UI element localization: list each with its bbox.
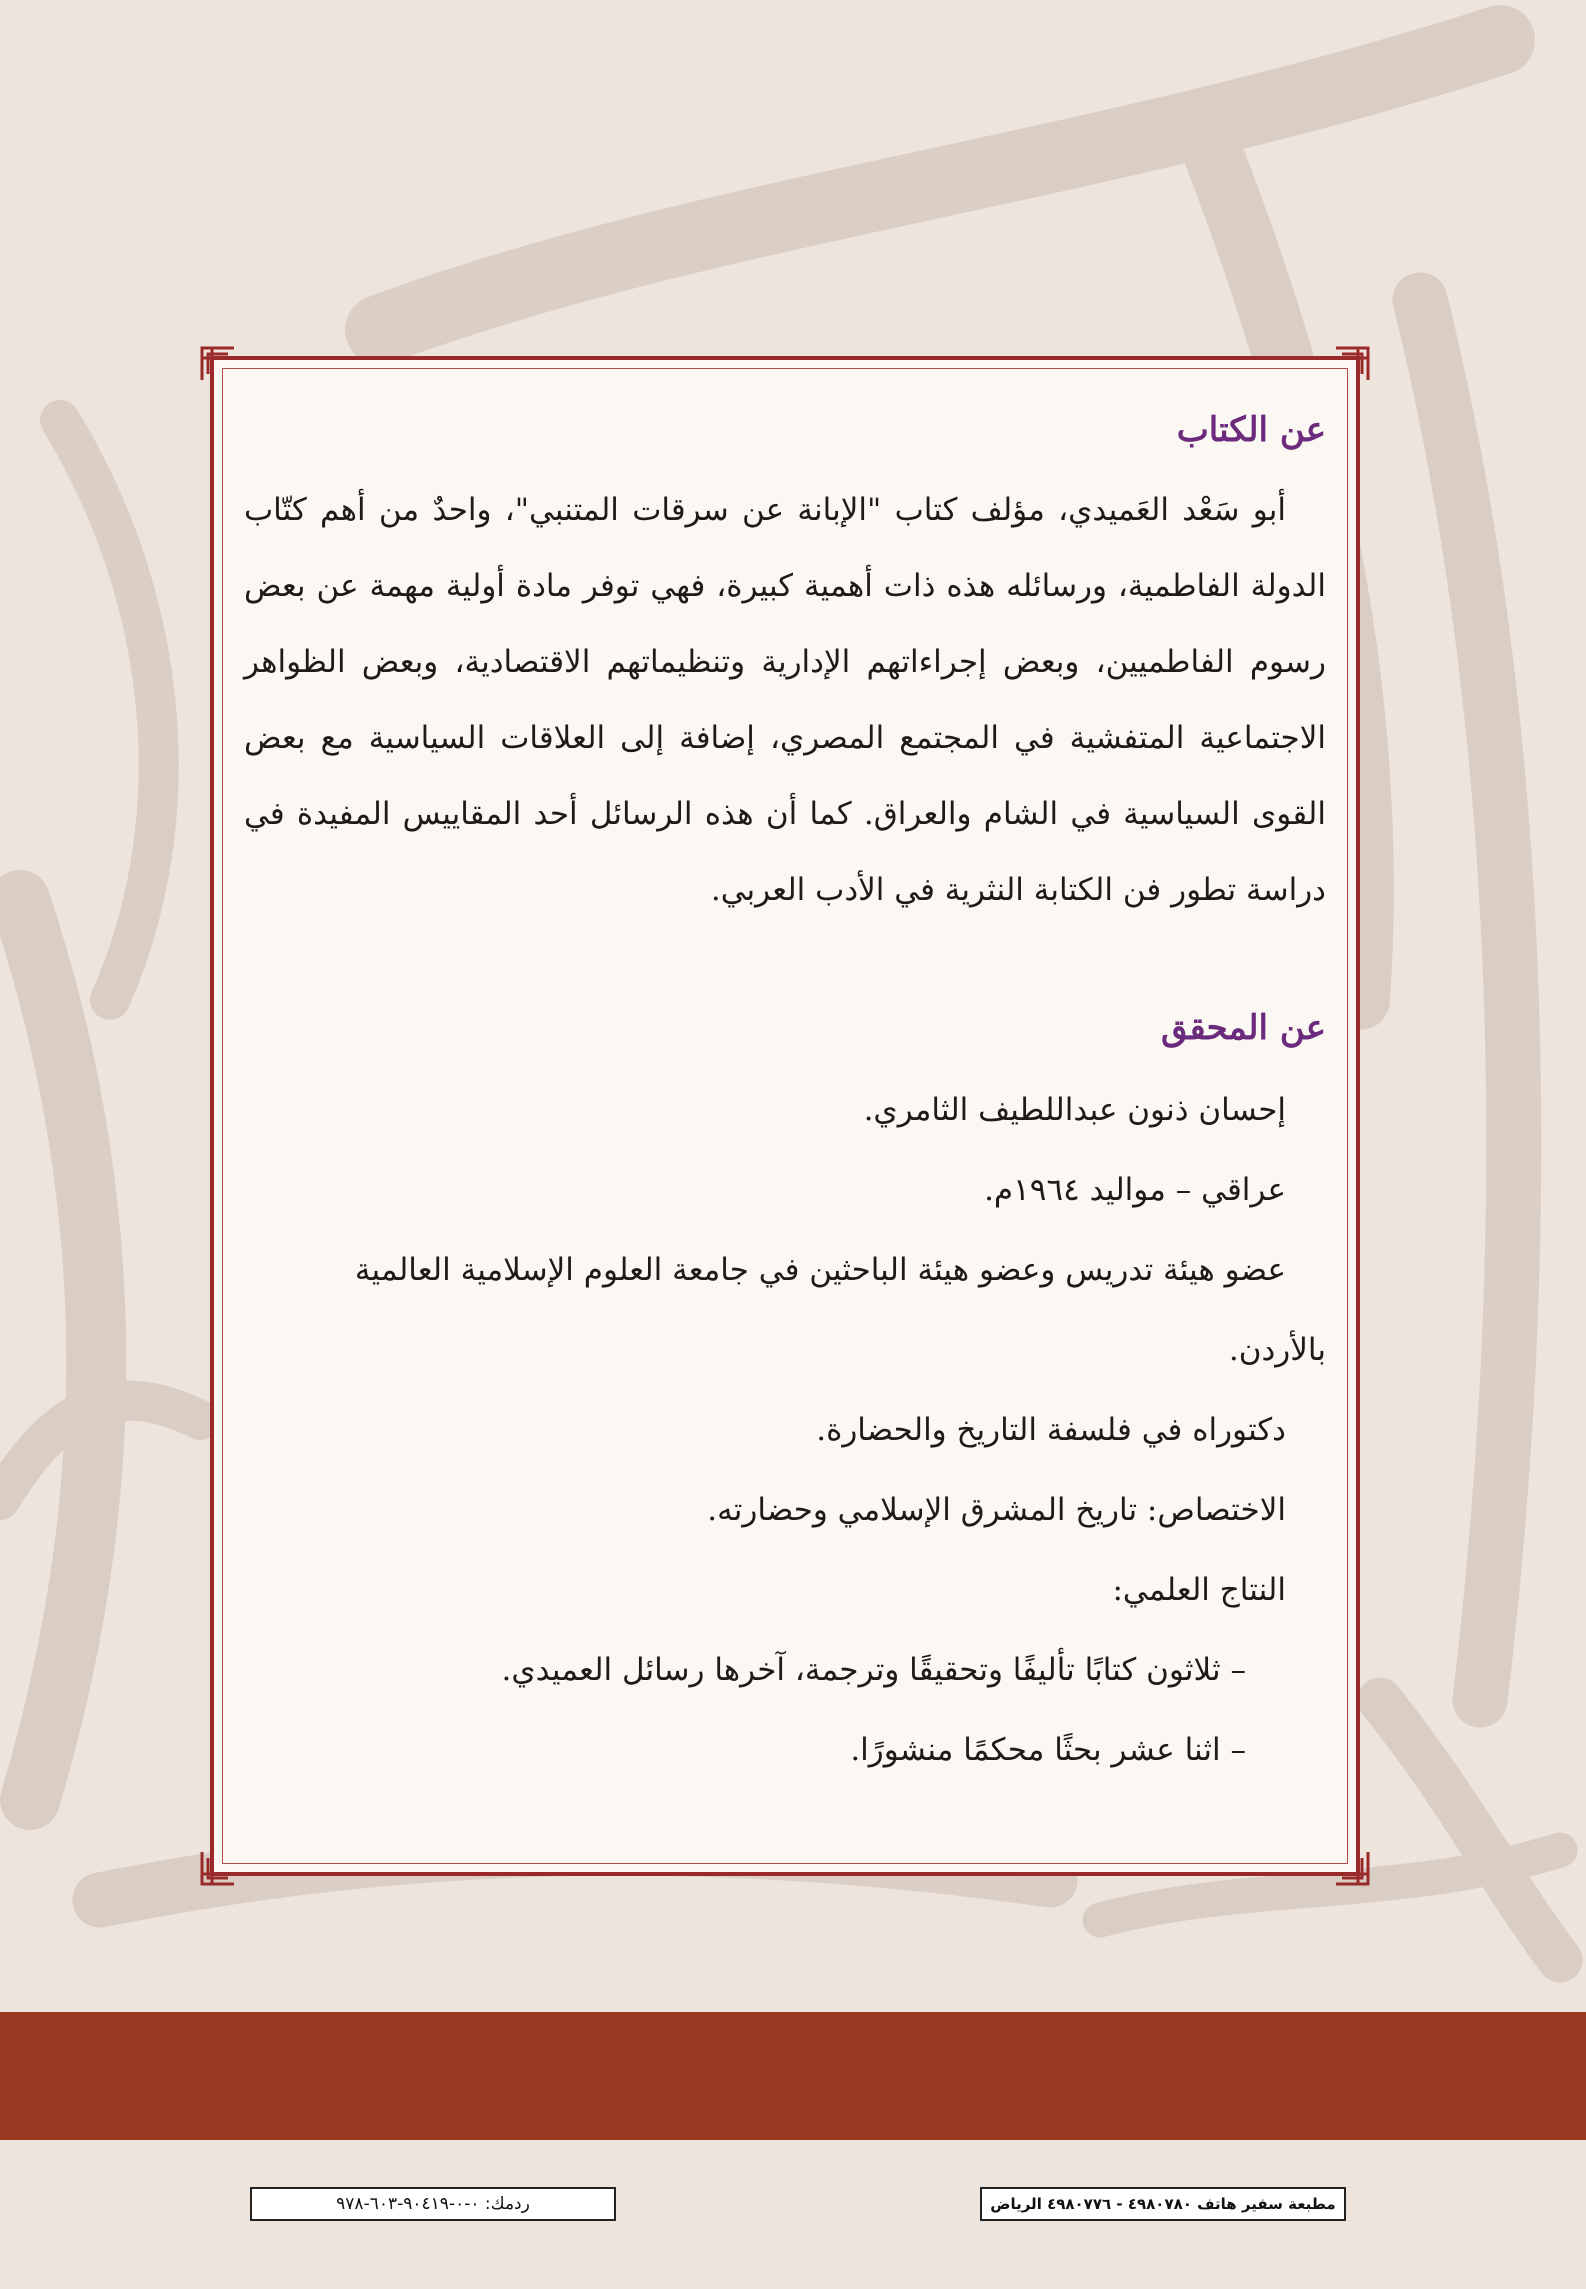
editor-name: إحسان ذنون عبداللطيف الثامري. — [863, 1092, 1286, 1128]
isbn-box: ردمك: ٠-٠-٩٠٤١٩-٦٠٣-٩٧٨ — [250, 2187, 616, 2221]
about-book-heading: عن الكتاب — [1176, 410, 1326, 450]
editor-position: عضو هيئة تدريس وعضو هيئة الباحثين في جامعة العلوم الإسلامية العالمية — [354, 1252, 1286, 1288]
editor-specialty: الاختصاص: تاريخ المشرق الإسلامي وحضارته. — [707, 1492, 1286, 1528]
frame-corner-ornament — [198, 344, 238, 384]
about-editor-heading: عن المحقق — [1161, 1008, 1326, 1048]
editor-degree: دكتوراه في فلسفة التاريخ والحضارة. — [816, 1412, 1286, 1448]
editor-output-label: النتاج العلمي: — [1112, 1572, 1286, 1608]
editor-output-item: – ثلاثون كتابًا تأليفًا وتحقيقًا وترجمة، آخرها رسائل العميدي. — [501, 1652, 1246, 1688]
frame-corner-ornament — [1332, 344, 1372, 384]
editor-position-continued: بالأردن. — [1228, 1332, 1326, 1368]
frame-corner-ornament — [198, 1848, 238, 1888]
decorative-band — [0, 2012, 1586, 2140]
printer-box: مطبعة سفير هاتف ٤٩٨٠٧٨٠ - ٤٩٨٠٧٧٦ الرياض — [980, 2187, 1346, 2221]
editor-output-item: – اثنا عشر بحثًا محكمًا منشورًا. — [850, 1732, 1246, 1768]
content-frame — [210, 356, 1360, 1876]
editor-origin: عراقي – مواليد ١٩٦٤م. — [984, 1172, 1286, 1208]
frame-content — [244, 400, 1326, 1790]
about-book-paragraph: أبو سَعْد العَميدي، مؤلف كتاب "الإبانة عن سرقات المتنبي"، واحدٌ من أهم كتّاب الدولة الفاطمية، ورسائله هذه ذات أهمية كبيرة، فهي توفر مادة أولية مهمة عن بعض رسوم الفاطميين، وبعض إجراءاتهم الإدارية وتنظيماتهم الاقتصادية، وبعض الظواهر الاجتماعية المتفشية في المجتمع المصري، إضافة إلى العلاقات السياسية مع بعض القوى السياسية في الشام والعراق. كما أن هذه الرسائل أحد المقاييس المفيدة في دراسة تطور فن الكتابة النثرية في الأدب العربي. — [244, 492, 1326, 908]
frame-corner-ornament — [1332, 1848, 1372, 1888]
